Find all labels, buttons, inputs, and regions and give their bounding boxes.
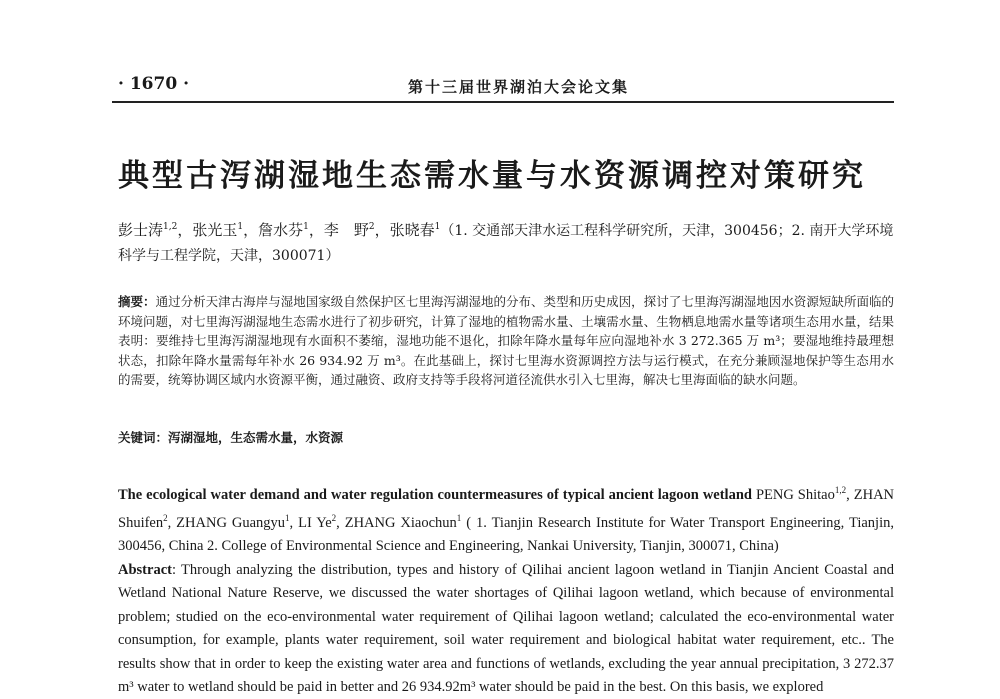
keywords-chinese [118, 428, 343, 446]
author-name: , ZHAN Shuifen [118, 486, 895, 532]
affiliation-english: ( 1. Tianjin Research Institute for Water Transport Engineering, Tianjin, 300456, China 2. College of Environmental Science and Engineering, Nankai University, Tianjin, 300071, China) [118, 515, 894, 555]
paper-title: 典型古泻湖湿地生态需水量与水资源调控对策研究 [118, 158, 866, 194]
author-affil-mark: 2 [163, 513, 168, 524]
english-title: The ecological water demand and water regulation countermeasures of typical ancient lagoon wetland [118, 486, 752, 503]
author-name: ，李 野 [308, 221, 369, 239]
author-name: , ZHANG Guangyu [167, 515, 286, 532]
keywords-label-chinese: 关键词： [118, 430, 169, 445]
author-name: , ZHANG Xiaochun [336, 515, 457, 532]
abstract-label-chinese: 摘要： [118, 294, 156, 309]
author-affil-mark: 1 [456, 513, 462, 524]
author-affil-mark: 1 [303, 222, 309, 232]
author-name: 彭士涛 [118, 221, 164, 239]
author-name: PENG Shitao [751, 486, 835, 503]
author-name: , LI Ye [289, 515, 332, 532]
english-section [118, 479, 894, 699]
abstract-label-english: Abstract [118, 561, 172, 578]
author-name: ，詹水芬 [243, 221, 304, 239]
author-name: ，张晓春 [374, 221, 435, 239]
author-affil-mark: 1 [237, 222, 244, 232]
author-affil-mark: 1,2 [834, 485, 847, 495]
keywords-text-chinese: 泻湖湿地，生态需水量，水资源 [168, 430, 344, 445]
page-number: · 1670 · [118, 74, 189, 94]
author-affil-mark: 2 [331, 513, 337, 524]
abstract-text-chinese: 通过分析天津古海岸与湿地国家级自然保护区七里海泻湖湿地的分布、类型和历史成因，探讨了七里海泻湖湿地因水资源短缺所面临的环境问题，对七里海泻湖湿地生态需水进行了初步研究，计算了湿地的植物需水量、土壤需水量、生物栖息地需水量等诸项生态用水量，结果表明：要维持七里海泻湖湿地现有水面积不萎缩，湿地功能不退化，扣除年降水量每年应向湿地补水 3 272.365 万 m³；要湿地维持最理想状态，扣除年降水量需每年补水 26 934.92 万 m³。在此基础上，探讨七里海水资源调控方法与运行模式，在充分兼顾湿地保护等生态用水的需要，统筹协调区域内水资源平衡，通过融资、政府支持等手段将河道径流供水引入七里海，解决七里海面临的缺水问题。 [118, 294, 894, 388]
authors-chinese [118, 215, 898, 268]
author-name: ，张光玉 [177, 221, 238, 239]
abstract-text-english: : Through analyzing the distribution, types and history of Qilihai ancient lagoon wetland in Tianjin Ancient Coastal and Wetland National Nature Reserve, we discussed the water shortages of Qilihai lagoon wetland, which because of environmental problem; studied on the eco-environmental water requirement of Qilihai lagoon wetland; calculated the eco-environmental water consumption, for example, plants water requirement, soil water requirement and biological habitat water requirement, etc.. The results show that in order to keep the existing water area and functions of wetlands, excluding the year annual precipitation, 3 272.37 m³ water to wetland should be paid in better and 26 934.92m³ water should be paid in the best. On this basis, we explored [118, 561, 894, 695]
abstract-chinese [118, 292, 894, 390]
author-affil-mark: 1 [434, 222, 441, 232]
author-affil-mark: 2 [368, 222, 375, 232]
author-affil-mark: 1,2 [163, 222, 178, 232]
author-affil-mark: 1 [285, 513, 290, 524]
header-rule [112, 101, 894, 103]
running-header: 第十三届世界湖泊大会论文集 [408, 78, 630, 96]
affiliation-chinese: （1. 交通部天津水运工程科学研究所，天津，300456；2. 南开大学环境科学与工程学院，天津，300071） [118, 223, 894, 264]
